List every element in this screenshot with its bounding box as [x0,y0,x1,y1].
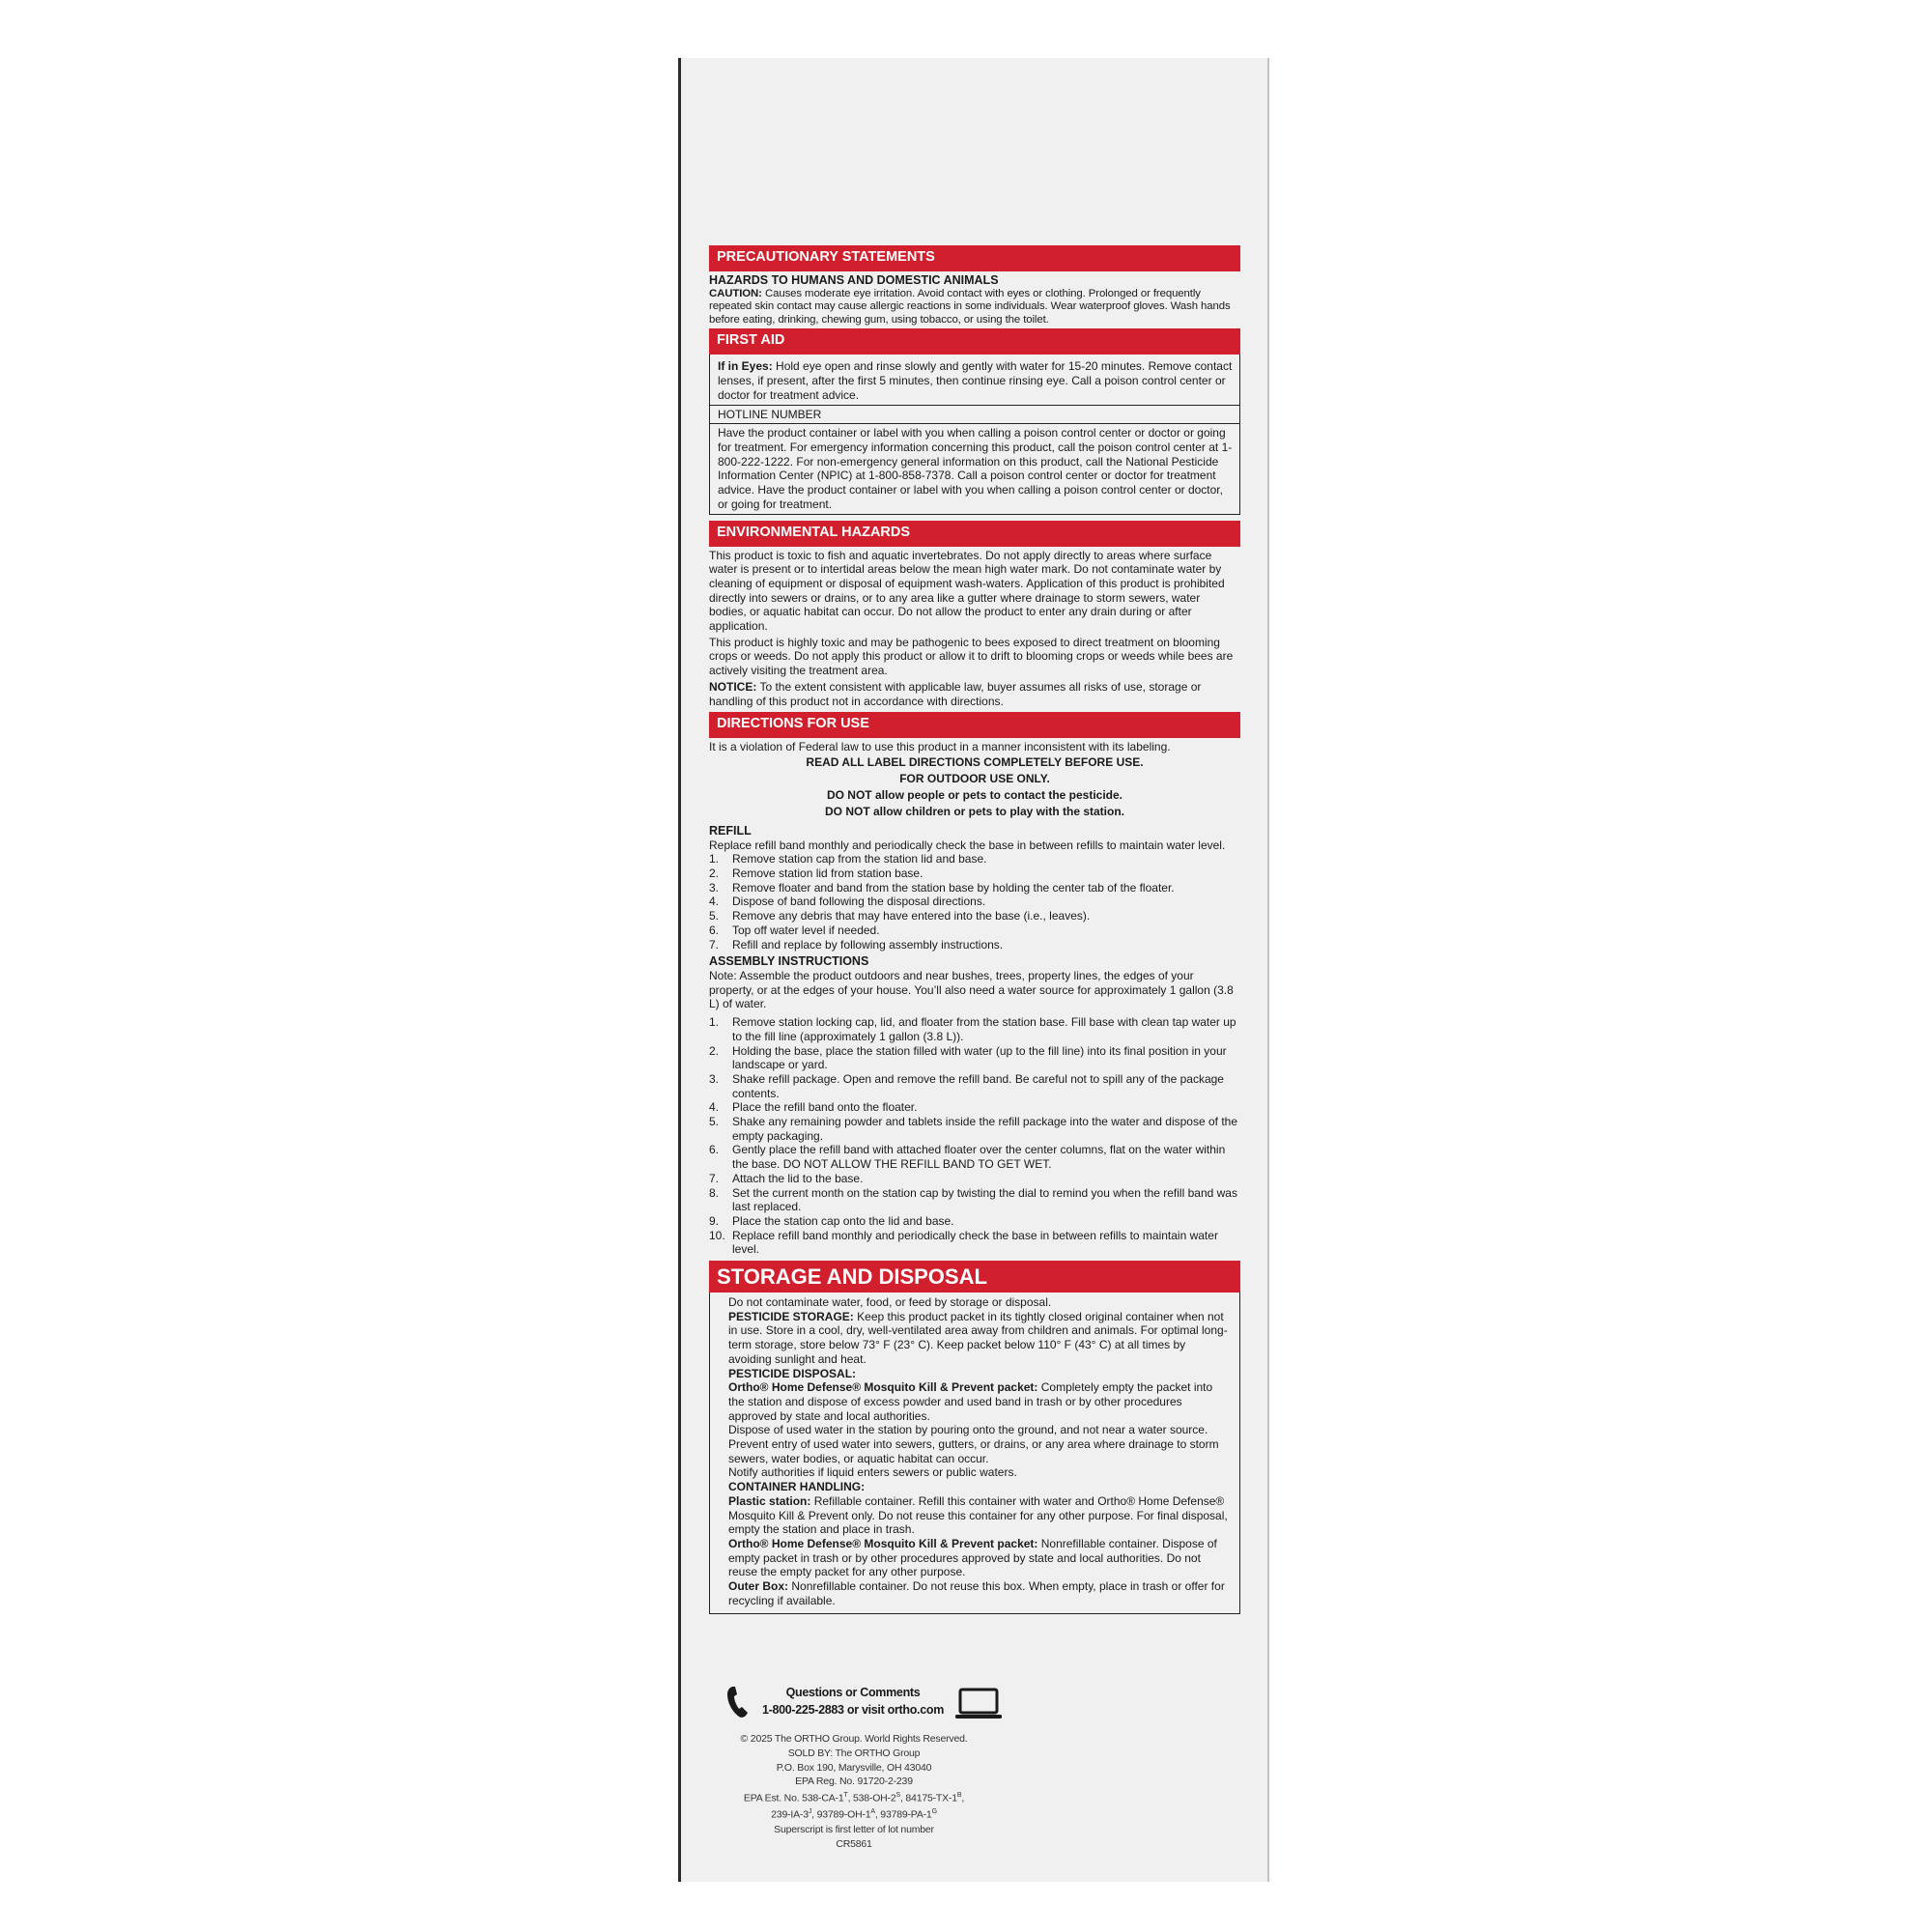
assembly-heading: ASSEMBLY INSTRUCTIONS [709,954,869,969]
step-text: Set the current month on the station cap by twisting the dial to remind you when the refill band was last replaced. [732,1185,1237,1214]
list-item [709,1186,1240,1214]
step-text: Top off water level if needed. [732,923,880,937]
first-aid-box [709,355,1240,514]
copyright: © 2025 The ORTHO Group. World Rights Reserved. [740,1733,968,1745]
phone-icon [726,1686,750,1719]
step-text: Dispose of band following the disposal directions. [732,895,986,909]
outer-box [728,1579,1232,1607]
list-item [709,923,1240,938]
step-number: 10. [709,1228,725,1242]
packet-text: Completely empty the packet into the station and dispose of excess powder and used band in trash or by other procedures approved by state and local authorities. [728,1380,1213,1423]
step-text: Holding the base, place the station filled with water (up to the fill line) into its final position in your landscape or yard. [732,1043,1227,1072]
outer-text: Nonrefillable container. Do not reuse this box. When empty, place in trash or offer for recycling if available. [728,1579,1225,1607]
step-number: 4. [709,1100,720,1115]
assembly-steps [709,1015,1240,1257]
outer-label: Outer Box: [728,1579,789,1594]
epa-est: EPA Est. No. $538-CA-1^T$, $538-OH-2^S$, $84175-TX-1^B$, [743,1792,965,1804]
list-item [709,895,1240,909]
step-text: Remove any debris that may have entered into the base (i.e., leaves). [732,909,1091,923]
epa-est-line2-text: 239-IA-3 [771,1808,809,1821]
step-text: Remove station lid from station base. [732,867,923,881]
list-item [709,909,1240,923]
packet2-label: Ortho® Home Defense® Mosquito Kill & Prevent packet: [728,1537,1038,1550]
step-text: Refill and replace by following assembly instructions. [732,937,1004,952]
step-text: Attach the lid to the base. [732,1171,864,1185]
notify-text: Notify authorities if liquid enters sewers or public waters. [728,1465,1017,1480]
list-item [709,938,1240,952]
environmental-para-2: This product is highly toxic and may be pathogenic to bees exposed to direct treatment on blooming crops or weeds. Do not apply this product or allow it to drift to blooming crops or weeds while bees are actively visiting the treatment area. [709,635,1234,678]
storage-heading: STORAGE AND DISPOSAL [709,1261,1240,1293]
plastic-label: Plastic station: [728,1493,811,1508]
product-code: CR5861 [836,1837,872,1850]
plastic-station [728,1494,1232,1537]
directions-centered-2: FOR OUTDOOR USE ONLY. [899,771,1050,785]
packet-label: Ortho® Home Defense® Mosquito Kill & Prevent packet: [728,1380,1038,1395]
disposal-label: PESTICIDE DISPOSAL: [728,1366,857,1380]
water-disposal: Dispose of used water in the station by pouring onto the ground, and not near a water source. Prevent entry of used water into sewers, gutters, or drains, or any area where drainage to storm sewers, water bodies, or aquatic habitat can occur. [728,1423,1219,1465]
storage-box [709,1293,1240,1613]
step-number: 9. [709,1213,720,1228]
step-text: Shake refill package. Open and remove the refill band. Be careful not to spill any of the package contents. [732,1071,1224,1100]
directions-intro: It is a violation of Federal law to use this product in a manner inconsistent with its labeling. [709,740,1171,754]
step-text: Place the refill band onto the floater. [732,1100,918,1115]
legal-block [709,1732,999,1851]
storage-intro: Do not contaminate water, food, or feed by storage or disposal. [728,1295,1052,1310]
refill-intro: Replace refill band monthly and periodically check the base in between refills to maintain water level. [709,838,1226,852]
list-item [709,1172,1240,1186]
first-aid-heading: FIRST AID [709,328,1240,355]
hazards-subheading: HAZARDS TO HUMANS AND DOMESTIC ANIMALS [709,273,999,287]
step-number: 3. [709,880,720,895]
notice-text: To the extent consistent with applicable law, buyer assumes all risks of use, storage or handling of this product not in accordance with directions. [709,679,1202,708]
storage-text: Keep this product packet in its tightly closed original container when not in use. Store in a cool, dry, well-ventilated area away from children and animals. For optimal long-term storage, store below 73° F (23° C). Keep packet below 110° F (43° C) at all times by avoiding sunlight and heat. [728,1309,1228,1366]
step-number: 1. [709,1015,720,1030]
precautionary-heading: PRECAUTIONARY STATEMENTS [709,245,1240,271]
step-number: 4. [709,895,720,909]
directions-centered-1: READ ALL LABEL DIRECTIONS COMPLETELY BEFORE USE. [806,754,1144,769]
caution-paragraph [709,288,1240,327]
label-panel [678,58,1269,1882]
list-item [709,1015,1240,1043]
questions-block [726,1684,997,1724]
questions-text [752,1684,954,1719]
list-item [709,1100,1240,1115]
questions-line-1: Questions or Comments [785,1686,921,1699]
notice-label: NOTICE: [709,679,757,694]
step-number: 8. [709,1185,720,1200]
epa-est-prefix: EPA Est. No. [743,1792,800,1804]
packet-handling [728,1537,1232,1579]
directions-centered-3: DO NOT allow people or pets to contact the pesticide. [826,787,1123,802]
assembly-note: Note: Assemble the product outdoors and near bushes, trees, property lines, the edges of your property, or at the edges of your house. You’ll also need a water source for approximately 1 gallon (3.8 L) of water. [709,968,1234,1011]
hotline-text: Have the product container or label with you when calling a poison control center or doctor or going for treatment. For emergency information concerning this product, call the poison control center at 1-800-222-1222. For non-emergency general information on this product, call the National Pesticide Information Center (NPIC) at 1-800-858-7378. Call a poison control center or doctor for treatment advice. Have the product container or label with you when calling a poison control center or doctor, or going for treatment. [710,423,1239,513]
step-number: 7. [709,1171,720,1185]
list-item [709,1229,1240,1257]
step-number: 6. [709,1143,720,1157]
step-number: 1. [709,852,720,867]
environmental-heading: ENVIRONMENTAL HAZARDS [709,521,1240,547]
address: P.O. Box 190, Marysville, OH 43040 [776,1761,932,1774]
list-item [709,1214,1240,1229]
step-number: 5. [709,909,720,923]
list-item [709,867,1240,881]
list-item [709,1044,1240,1072]
list-item [709,852,1240,867]
step-number: 7. [709,937,720,952]
step-text: Remove station locking cap, lid, and floater from the station base. Fill base with clean tap water up to the fill line (approximately 1 gallon (3.8 L)). [732,1015,1236,1043]
step-number: 2. [709,867,720,881]
notice-paragraph [709,680,1240,708]
caution-label: CAUTION: [709,287,762,299]
step-text: Gently place the refill band with attached floater over the center columns, flat on the water within the base. DO NOT ALLOW THE REFILL BAND TO GET WET. [732,1143,1226,1172]
step-number: 6. [709,923,720,937]
step-text: Remove floater and band from the station base by holding the center tab of the floater. [732,880,1175,895]
handling-label: CONTAINER HANDLING: [728,1480,866,1494]
step-number: 2. [709,1043,720,1058]
step-number: 5. [709,1115,720,1129]
epa-reg: EPA Reg. No. 91720-2-239 [795,1776,913,1788]
plastic-text: Refillable container. Refill this container with water and Ortho® Home Defense® Mosquito Kill & Prevent only. Do not reuse this container for any other purpose. For final disposal, empty the station and place in trash. [728,1493,1228,1537]
list-item [709,1072,1240,1100]
step-number: 3. [709,1071,720,1086]
environmental-para-1: This product is toxic to fish and aquatic invertebrates. Do not apply directly to areas where surface water is present or to intertidal areas below the mean high water mark. Do not contaminate water by cleaning of equipment or disposal of equipment wash-waters. Application of this product is prohibited directly into sewers or drains, or to any area like a gutter where drainage to storm sewers, water bodies, or aquatic habitat can occur. Do not allow the product to enter any drain during or after application. [709,548,1225,634]
directions-centered-4: DO NOT allow children or pets to play with the station. [824,804,1125,818]
first-aid-eyes [710,355,1239,404]
laptop-icon [954,1688,1003,1720]
eyes-label: If in Eyes: [718,359,773,374]
label-content [709,243,1240,1614]
step-text: Replace refill band monthly and periodically check the base in between refills to maintain water level. [732,1228,1218,1257]
refill-heading: REFILL [709,823,752,838]
list-item [709,1143,1240,1171]
eyes-text: Hold eye open and rinse slowly and gently with water for 15-20 minutes. Remove contact lenses, if present, after the first 5 minutes, then continue rinsing eye. Call a poison control center or doctor for treatment advice. [718,359,1233,402]
list-item [709,1115,1240,1143]
caution-text: Causes moderate eye irritation. Avoid contact with eyes or clothing. Prolonged or frequently repeated skin contact may cause allergic reactions in some individuals. Wear waterproof gloves. Wash hands before eating, drinking, chewing gum, using tobacco, or using the toilet. [709,287,1231,326]
packet2-text: Nonrefillable container. Dispose of empty packet in trash or by other procedures approved by state and local authorities. Do not reuse the empty packet for any other purpose. [728,1537,1217,1579]
pesticide-storage [728,1310,1232,1367]
refill-steps [709,852,1240,952]
step-text: Shake any remaining powder and tablets inside the refill package into the water and dispose of the empty packaging. [732,1115,1237,1143]
sold-by: SOLD BY: The ORTHO Group [787,1747,921,1759]
storage-label: PESTICIDE STORAGE: [728,1309,854,1323]
packet-disposal [728,1380,1232,1423]
step-text: Place the station cap onto the lid and base. [732,1213,954,1228]
hotline-label: HOTLINE NUMBER [710,405,1239,424]
superscript-note: Superscript is first letter of lot number [774,1823,934,1835]
list-item [709,881,1240,895]
epa-est-line-2: $239-IA-3^J$, $93789-OH-1^A$, $93789-PA-1^G$ [771,1808,937,1821]
questions-line-2: 1-800-225-2883 or visit ortho.com [761,1703,945,1717]
step-text: Remove station cap from the station lid and base. [732,852,987,867]
directions-heading: DIRECTIONS FOR USE [709,712,1240,738]
